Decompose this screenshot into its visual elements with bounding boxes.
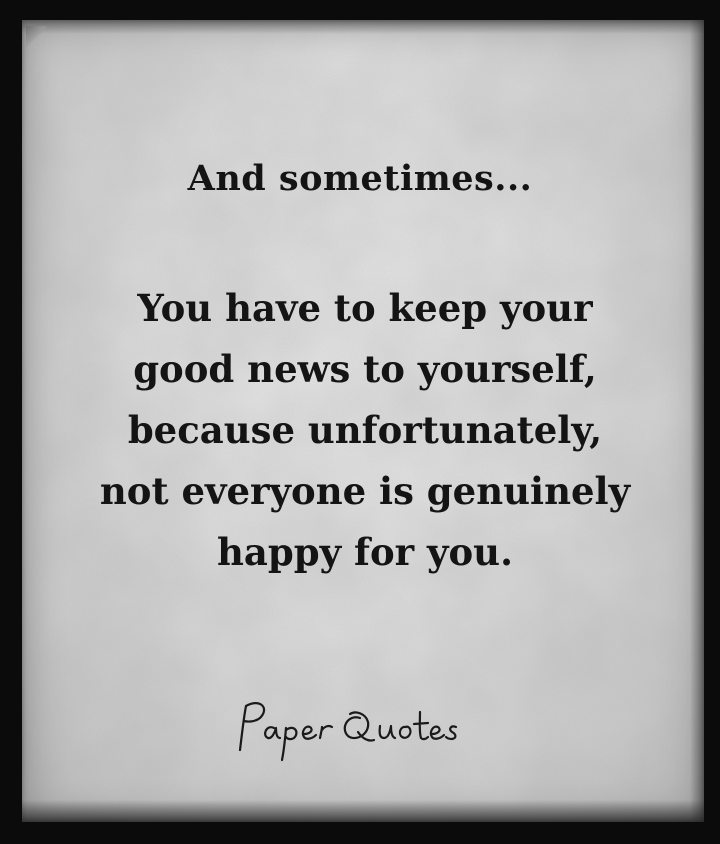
quote-line: You have to keep your (137, 286, 593, 330)
quote-heading: And sometimes... (187, 158, 533, 199)
paper-edge-bottom (22, 800, 704, 822)
quote-line: because unfortunately, (127, 408, 603, 452)
paper-edge-top (22, 20, 704, 34)
quote-line: happy for you. (217, 530, 513, 574)
paper-quotes-signature (230, 688, 490, 768)
quote-body (20, 278, 710, 583)
quote-line: not everyone is genuinely (99, 469, 631, 513)
corner-fold (26, 26, 46, 48)
quote-line: good news to yourself, (133, 347, 597, 391)
signature-text: Paper Quotes (230, 688, 236, 689)
